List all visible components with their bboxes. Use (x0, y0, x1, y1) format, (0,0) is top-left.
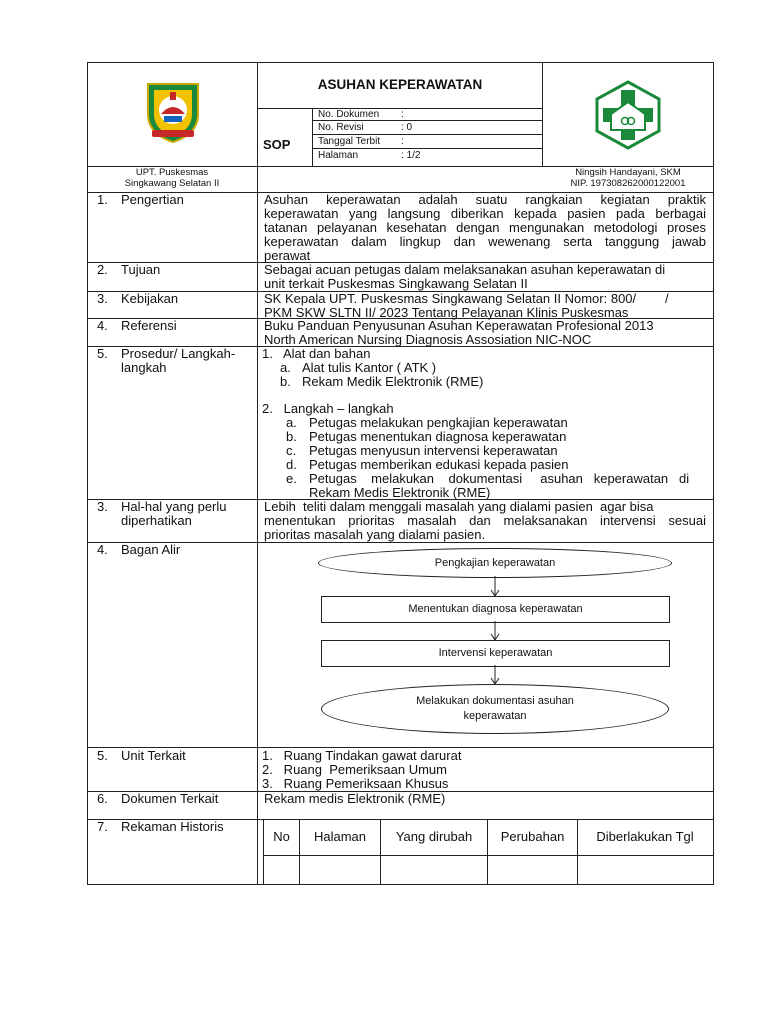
puskesmas-logo (593, 80, 663, 150)
tujuan-label: Tujuan (121, 262, 161, 277)
referensi-line: Buku Panduan Penyusunan Asuhan Keperawatan Profesional 2013 (264, 318, 654, 333)
history-col-line-0 (263, 819, 264, 884)
flow-step-intervensi: Intervensi keperawatan (321, 640, 670, 667)
signer-nip: NIP. 197308262000122001 (570, 178, 686, 189)
sop-divider (312, 108, 313, 166)
page-title: ASUHAN KEPERAWATAN (317, 77, 483, 92)
kebijakan-number: 3. (97, 291, 108, 306)
row-line-6 (87, 542, 714, 543)
history-col-line-4 (577, 819, 578, 884)
prosedur-label-line2: langkah (121, 360, 167, 375)
history-header-no: No (273, 829, 290, 844)
pengertian-line: tatanan pelayanan kesehatan dengan mengunakan metodologi proses (264, 220, 706, 235)
referensi-number: 4. (97, 318, 108, 333)
hal-hal-line: menentukan prioritas masalah dan melaksanakan intervensi sesuai (264, 513, 706, 528)
pengertian-line: Asuhan keperawatan adalah suatu rangkaian kegiatan praktik (264, 192, 706, 207)
kebijakan-line: SK Kepala UPT. Puskesmas Singkawang Selatan II Nomor: 800/ / (264, 291, 669, 306)
kebijakan-label: Kebijakan (121, 291, 179, 306)
title-bottom-line (257, 108, 543, 109)
dokumen-terkait-number: 6. (97, 791, 108, 806)
tujuan-number: 2. (97, 262, 108, 277)
hal-hal-line: prioritas masalah yang dialami pasien. (264, 527, 486, 542)
history-col-line-3 (487, 819, 488, 884)
prosedur-group1-title: 1. Alat dan bahan (262, 346, 371, 361)
frame-bottom (87, 884, 714, 885)
kebijakan-text (264, 292, 706, 320)
sop-label: SOP (263, 137, 291, 152)
org-name-line1: UPT. Puskesmas (135, 167, 209, 178)
bagan-alir-number: 4. (97, 542, 108, 557)
tujuan-text (264, 263, 706, 291)
prosedur-item-mark: a. (280, 360, 291, 375)
unit-terkait-item: 3. Ruang Pemeriksaan Khusus (262, 776, 449, 791)
prosedur-step-mark: b. (286, 429, 297, 444)
prosedur-group2-title: 2. Langkah – langkah (262, 401, 394, 416)
prosedur-step-text: Petugas melakukan dokumentasi asuhan keperawatan di (309, 471, 690, 486)
history-col-line-1 (299, 819, 300, 884)
doc-field-label-4: Halaman (318, 150, 359, 161)
rekaman-historis-label: Rekaman Historis (121, 819, 224, 834)
history-table-top (263, 819, 714, 820)
docfield-line-3 (312, 148, 543, 149)
city-emblem-logo (142, 78, 204, 144)
prosedur-step-text: Petugas menyusun intervensi keperawatan (309, 443, 558, 458)
frame-right (713, 62, 714, 885)
pengertian-label: Pengertian (121, 192, 184, 207)
doc-field-label-1: No. Dokumen (318, 109, 380, 120)
hal-hal-label-line1: Hal-hal yang perlu (121, 499, 227, 514)
hal-hal-line: Lebih teliti dalam menggali masalah yang dialami pasien agar bisa (264, 499, 654, 514)
prosedur-step-text: Petugas menentukan diagnosa keperawatan (309, 429, 567, 444)
doc-field-label-3: Tanggal Terbit (318, 136, 381, 147)
pengertian-line: perawat (264, 248, 311, 263)
history-header-halaman: Halaman (313, 829, 367, 844)
unit-terkait-item: 1. Ruang Tindakan gawat darurat (262, 748, 462, 763)
prosedur-label-line1: Prosedur/ Langkah- (121, 346, 236, 361)
org-name-line2: Singkawang Selatan II (124, 178, 220, 189)
prosedur-item-mark: b. (280, 374, 291, 389)
history-header-diberlakukan: Diberlakukan Tgl (596, 829, 694, 844)
kebijakan-line: PKM SKW SLTN II/ 2023 Tentang Pelayanan Klinis Puskesmas (264, 305, 629, 320)
doc-field-value-2: : 0 (401, 122, 413, 133)
pengertian-number: 1. (97, 192, 108, 207)
history-header-yang-dirubah: Yang dirubah (395, 829, 473, 844)
prosedur-step-mark: d. (286, 457, 297, 472)
bagan-alir-label: Bagan Alir (121, 542, 181, 557)
doc-field-value-4: : 1/2 (401, 150, 421, 161)
prosedur-step-mark: c. (286, 443, 297, 458)
unit-terkait-label: Unit Terkait (121, 748, 186, 763)
docfield-line-2 (312, 134, 543, 135)
referensi-line: North American Nursing Diagnosis Assosiation NIC-NOC (264, 332, 592, 347)
dokumen-terkait-text: Rekam medis Elektronik (RME) (264, 791, 446, 806)
prosedur-step-mark: e. (286, 471, 297, 486)
unit-terkait-number: 5. (97, 748, 108, 763)
history-header-perubahan: Perubahan (500, 829, 565, 844)
frame-top (87, 62, 714, 63)
referensi-text (264, 319, 706, 347)
body-column-divider (257, 166, 258, 884)
prosedur-item-text: Alat tulis Kantor ( ATK ) (302, 360, 437, 375)
rekaman-historis-number: 7. (97, 819, 108, 834)
signer-name: Ningsih Handayani, SKM (575, 167, 681, 178)
prosedur-item-text: Rekam Medik Elektronik (RME) (302, 374, 484, 389)
prosedur-step-text: Petugas memberikan edukasi kepada pasien (309, 457, 569, 472)
prosedur-number: 5. (97, 346, 108, 361)
flow-step-end: Melakukan dokumentasi asuhan keperawatan (321, 684, 669, 734)
hal-hal-label-line2: diperhatikan (121, 513, 192, 528)
hal-hal-number: 3. (97, 499, 108, 514)
prosedur-step-text: Petugas melakukan pengkajian keperawatan (309, 415, 568, 430)
flow-arrows (480, 576, 510, 686)
doc-field-label-2: No. Revisi (318, 122, 364, 133)
prosedur-step-continuation: Rekam Medis Elektronik (RME) (309, 485, 491, 500)
tujuan-line: Sebagai acuan petugas dalam melaksanakan asuhan keperawatan di (264, 262, 666, 277)
pengertian-line: keperawatan dalam lingkup dan wewenang serta tanggung jawab (264, 234, 706, 249)
unit-terkait-item: 2. Ruang Pemeriksaan Umum (262, 762, 447, 777)
prosedur-step-mark: a. (286, 415, 297, 430)
flow-step-diagnosa: Menentukan diagnosa keperawatan (321, 596, 670, 623)
tujuan-line: unit terkait Puskesmas Singkawang Selatan II (264, 276, 528, 291)
dokumen-terkait-label: Dokumen Terkait (121, 791, 219, 806)
pengertian-text (264, 193, 706, 263)
pengertian-line: keperawatan yang langsung diberikan kepada pasien pada berbagai (264, 206, 706, 221)
doc-field-value-1: : (401, 109, 404, 120)
referensi-label: Referensi (121, 318, 177, 333)
history-col-line-2 (380, 819, 381, 884)
history-table-mid (263, 855, 714, 856)
doc-field-value-3: : (401, 136, 404, 147)
flow-step-start: Pengkajian keperawatan (318, 548, 672, 578)
docfield-line-1 (312, 120, 543, 121)
hal-hal-text (264, 500, 706, 542)
